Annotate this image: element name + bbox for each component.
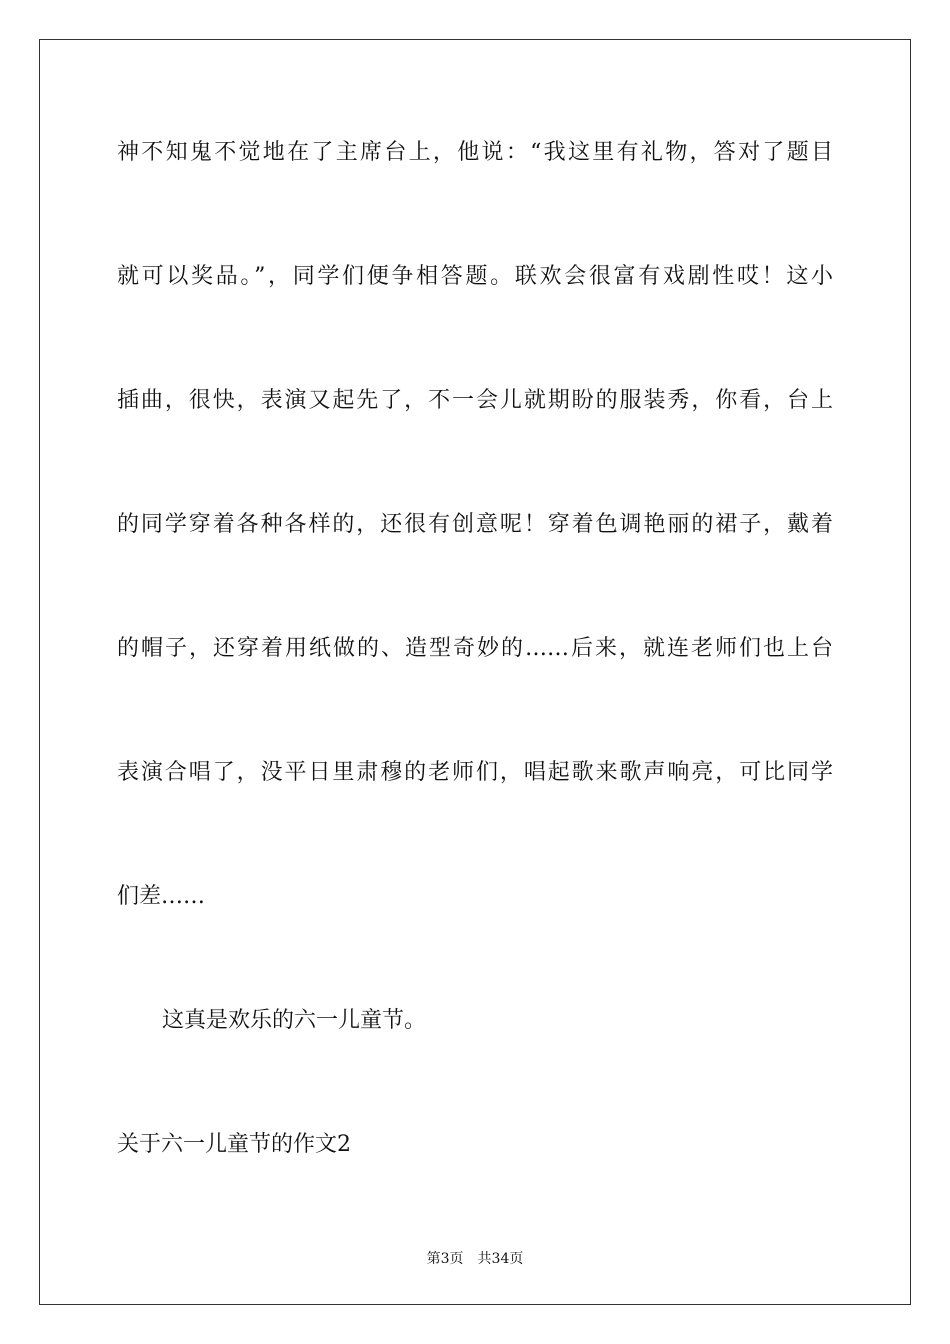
page-footer <box>0 1248 950 1268</box>
paragraph-line-4: 的同学穿着各种各样的，还很有创意呢！穿着色调艳丽的裙子，戴着 <box>117 512 833 537</box>
paragraph-line-6: 表演合唱了，没平日里肃穆的老师们，唱起歌来歌声响亮，可比同学 <box>117 760 833 785</box>
closing-paragraph: 这真是欢乐的六一儿童节。 <box>162 1008 427 1033</box>
paragraph-line-2: 就可以奖品。”，同学们便争相答题。联欢会很富有戏剧性哎！这小 <box>117 264 833 289</box>
paragraph-line-5: 的帽子，还穿着用纸做的、造型奇妙的……后来，就连老师们也上台 <box>117 636 833 661</box>
paragraph-line-7: 们差…… <box>117 884 206 909</box>
page-total: 共34页 <box>477 1251 524 1267</box>
page-number: 第3页 <box>426 1251 464 1267</box>
page-border <box>39 39 911 1305</box>
paragraph-line-1: 神不知鬼不觉地在了主席台上，他说：“我这里有礼物，答对了题目 <box>117 140 833 165</box>
paragraph-line-3: 插曲，很快，表演又起先了，不一会儿就期盼的服装秀，你看，台上 <box>117 388 833 413</box>
section-heading: 关于六一儿童节的作文2 <box>117 1132 351 1157</box>
